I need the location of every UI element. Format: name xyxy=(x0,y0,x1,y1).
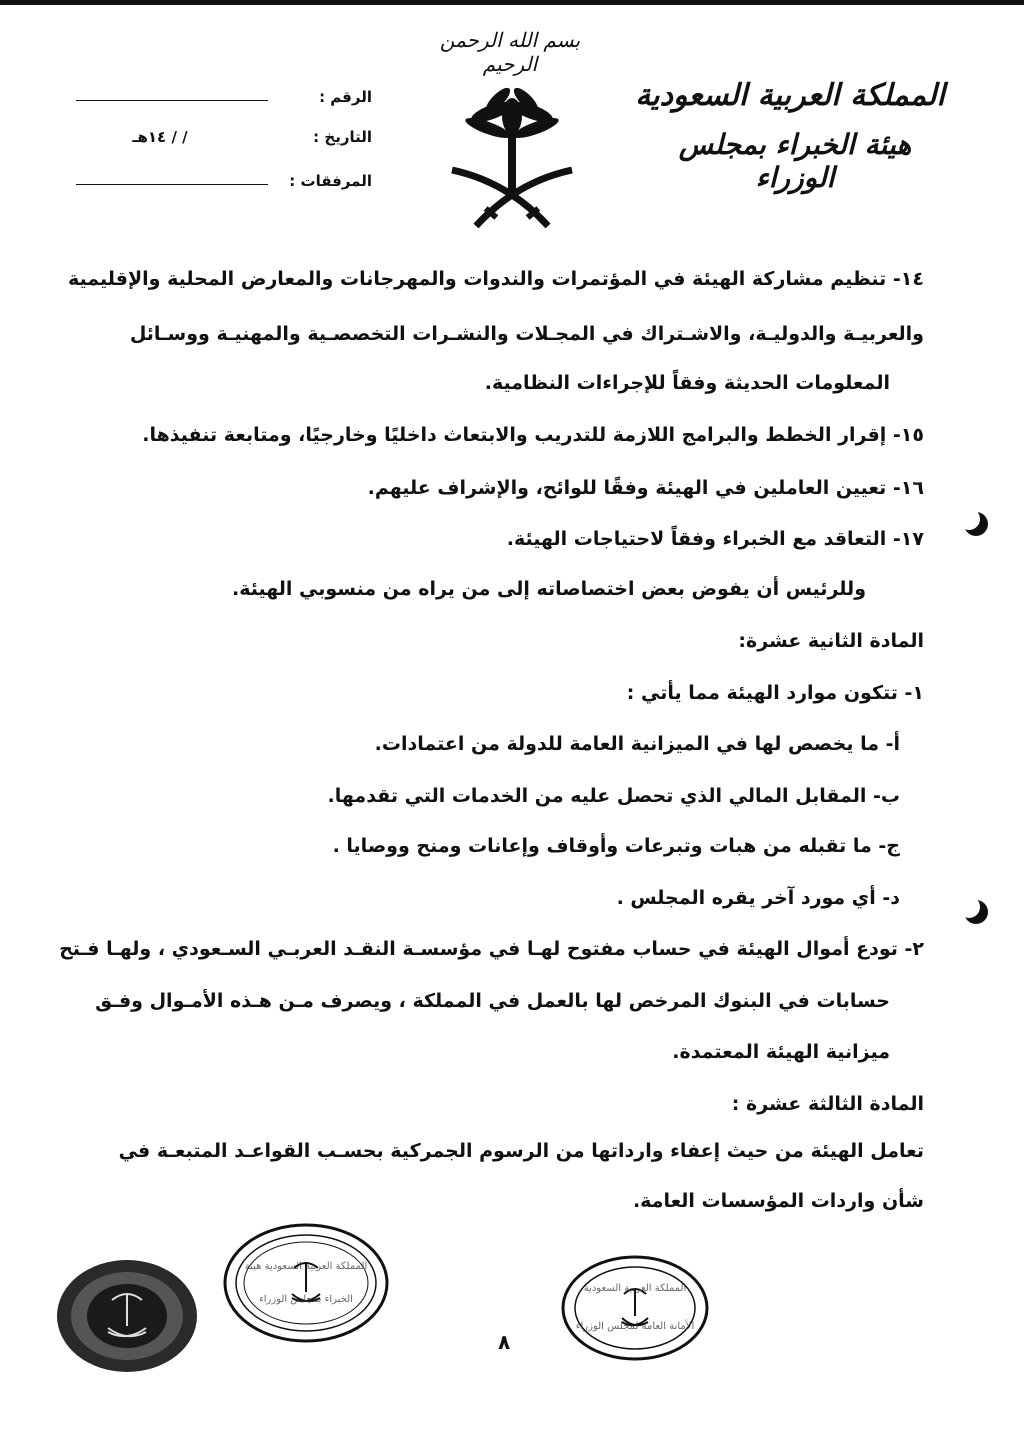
delegation-clause: وللرئيس أن يفوض بعض اختصاصاته إلى من يراه من منسوبي الهيئة. xyxy=(231,578,866,600)
item-14-line-2: والعربيـة والدوليـة، والاشـتراك في المجـلات والنشـرات التخصصـية والمهنيـة ووسـائل xyxy=(129,323,924,345)
item-15: ١٥- إقرار الخطط والبرامج اللازمة للتدريب والابتعاث داخليًا وخارجيًا، ومتابعة تنفيذها. xyxy=(142,424,924,446)
kingdom-title: المملكة العربية السعودية xyxy=(635,78,945,113)
item-17: ١٧- التعاقد مع الخبراء وفقاً لاحتياجات الهيئة. xyxy=(506,528,924,550)
item-14-line-1: ١٤- تنظيم مشاركة الهيئة في المؤتمرات والندوات والمهرجانات والمعارض المحلية والإقليمية xyxy=(68,268,924,290)
top-edge-line xyxy=(0,0,1024,5)
dark-round-seal xyxy=(54,1256,200,1376)
article-13-line-1: تعامل الهيئة من حيث إعفاء وارداتها من الرسوم الجمركية بحسـب القواعـد المتبعـة في xyxy=(118,1140,924,1162)
attachments-label: المرفقات : xyxy=(289,172,372,190)
date-label: التاريخ : xyxy=(313,128,372,146)
reference-label: الرقم : xyxy=(319,88,372,106)
palm-swords-emblem xyxy=(448,86,576,236)
article-12-item-d: د- أي مورد آخر يقره المجلس . xyxy=(616,887,900,909)
date-value: / / ١٤هـ xyxy=(132,128,188,146)
article-12-item-a: أ- ما يخصص لها في الميزانية العامة للدولة من اعتمادات. xyxy=(374,733,900,755)
article-12-paragraph-2-line-2: حسابات في البنوك المرخص لها بالعمل في المملكة ، ويصرف مـن هـذه الأمـوال وفـق xyxy=(95,990,890,1012)
article-12-paragraph-2-line-1: ٢- تودع أموال الهيئة في حساب مفتوح لهـا في مؤسسـة النقـد العربـي السـعودي ، ولهـا فـتح xyxy=(59,938,924,960)
article-12-heading: المادة الثانية عشرة: xyxy=(738,630,924,652)
page-number: ٨ xyxy=(498,1330,511,1354)
attachments-line xyxy=(76,184,268,185)
authority-title: هيئة الخبراء بمجلس الوزراء xyxy=(678,128,912,194)
margin-crescent-mark xyxy=(964,512,988,536)
article-13-line-2: شأن واردات المؤسسات العامة. xyxy=(632,1190,924,1212)
reference-line xyxy=(76,100,268,101)
article-12-paragraph-2-line-3: ميزانية الهيئة المعتمدة. xyxy=(672,1041,890,1063)
article-12-paragraph-1: ١- تتكون موارد الهيئة مما يأتي : xyxy=(626,682,924,704)
item-16: ١٦- تعيين العاملين في الهيئة وفقًا للوائح، والإشراف عليهم. xyxy=(367,477,924,499)
authority-seal-text: المملكة العربية السعودية هيئة الخبراء بمجلس الوزراء xyxy=(244,1261,368,1305)
article-12-item-b: ب- المقابل المالي الذي تحصل عليه من الخدمات التي تقدمها. xyxy=(327,785,900,807)
secretariat-seal-text: المملكة العربية السعودية الأمانة العامة لمجلس الوزراء xyxy=(575,1283,695,1332)
article-13-heading: المادة الثالثة عشرة : xyxy=(731,1093,924,1115)
basmala: بسم الله الرحمن الرحيم xyxy=(439,28,581,76)
item-14-line-3: المعلومات الحديثة وفقاً للإجراءات النظامية. xyxy=(484,372,890,394)
margin-crescent-mark xyxy=(964,900,988,924)
article-12-item-c: ج- ما تقبله من هبات وتبرعات وأوقاف وإعانات ومنح ووصايا . xyxy=(332,835,900,857)
